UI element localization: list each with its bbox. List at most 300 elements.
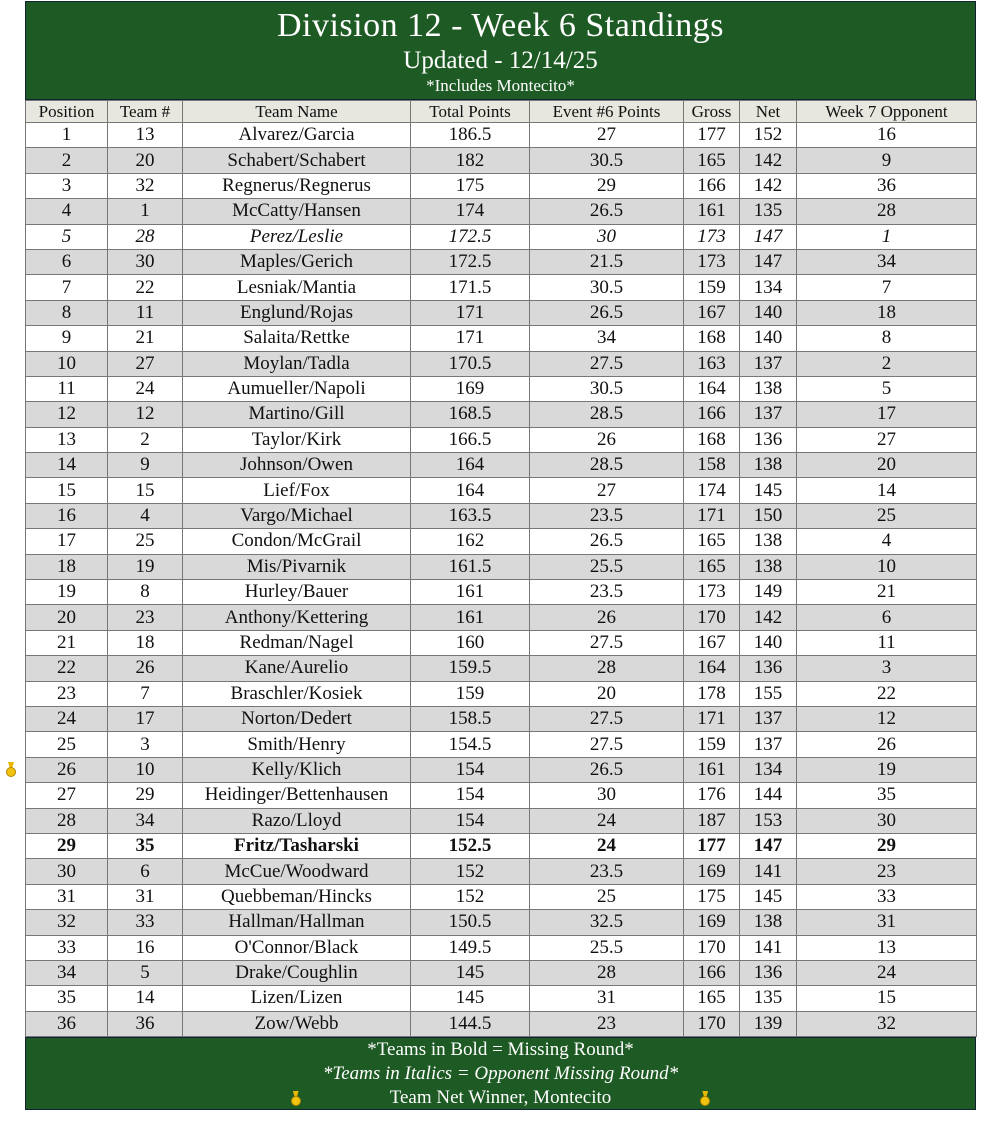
col-gross: Gross	[684, 101, 740, 123]
event-points-cell: 25.5	[530, 935, 684, 960]
event-points-cell: 28	[530, 656, 684, 681]
event-points-cell: 30.5	[530, 148, 684, 173]
net-cell: 153	[740, 808, 797, 833]
table-row	[26, 503, 977, 528]
team-number-cell: 21	[108, 326, 183, 351]
opponent-cell: 13	[797, 935, 977, 960]
total-points-cell: 161	[411, 605, 530, 630]
opponent-cell: 2	[797, 351, 977, 376]
col-net: Net	[740, 101, 797, 123]
team-name-cell: Norton/Dedert	[183, 706, 411, 731]
total-points-cell: 169	[411, 376, 530, 401]
position-cell: 8	[26, 300, 108, 325]
col-event-points: Event #6 Points	[530, 101, 684, 123]
event-points-cell: 23.5	[530, 859, 684, 884]
team-name-cell: McCatty/Hansen	[183, 199, 411, 224]
gross-cell: 173	[684, 224, 740, 249]
net-cell: 141	[740, 859, 797, 884]
gross-cell: 161	[684, 757, 740, 782]
position-cell: 34	[26, 960, 108, 985]
gross-cell: 177	[684, 123, 740, 148]
table-row	[26, 123, 977, 148]
position-cell: 3	[26, 173, 108, 198]
event-points-cell: 31	[530, 986, 684, 1011]
team-number-cell: 35	[108, 833, 183, 858]
table-row	[26, 859, 977, 884]
team-number-cell: 25	[108, 529, 183, 554]
col-position: Position	[26, 101, 108, 123]
position-cell: 1	[26, 123, 108, 148]
opponent-cell: 14	[797, 478, 977, 503]
table-row	[26, 376, 977, 401]
total-points-cell: 150.5	[411, 910, 530, 935]
team-number-cell: 27	[108, 351, 183, 376]
position-cell: 15	[26, 478, 108, 503]
position-cell: 25	[26, 732, 108, 757]
team-number-cell: 11	[108, 300, 183, 325]
col-team-name: Team Name	[183, 101, 411, 123]
gross-cell: 166	[684, 173, 740, 198]
event-points-cell: 27	[530, 478, 684, 503]
table-row	[26, 630, 977, 655]
table-row	[26, 808, 977, 833]
net-cell: 149	[740, 580, 797, 605]
net-cell: 145	[740, 478, 797, 503]
position-cell: 36	[26, 1011, 108, 1036]
table-row	[26, 884, 977, 909]
event-points-cell: 32.5	[530, 910, 684, 935]
table-row	[26, 656, 977, 681]
opponent-cell: 35	[797, 783, 977, 808]
event-points-cell: 20	[530, 681, 684, 706]
net-cell: 138	[740, 453, 797, 478]
team-name-cell: Lief/Fox	[183, 478, 411, 503]
position-cell: 32	[26, 910, 108, 935]
event-points-cell: 26.5	[530, 300, 684, 325]
net-cell: 155	[740, 681, 797, 706]
net-cell: 134	[740, 757, 797, 782]
event-points-cell: 30	[530, 224, 684, 249]
position-cell: 31	[26, 884, 108, 909]
opponent-cell: 6	[797, 605, 977, 630]
gross-cell: 163	[684, 351, 740, 376]
net-cell: 140	[740, 300, 797, 325]
team-name-cell: Zow/Webb	[183, 1011, 411, 1036]
gross-cell: 165	[684, 529, 740, 554]
opponent-cell: 29	[797, 833, 977, 858]
total-points-cell: 159	[411, 681, 530, 706]
team-name-cell: Lizen/Lizen	[183, 986, 411, 1011]
total-points-cell: 152	[411, 859, 530, 884]
opponent-cell: 19	[797, 757, 977, 782]
team-name-cell: Perez/Leslie	[183, 224, 411, 249]
net-cell: 136	[740, 960, 797, 985]
event-points-cell: 27.5	[530, 630, 684, 655]
table-row	[26, 173, 977, 198]
total-points-cell: 164	[411, 453, 530, 478]
team-name-cell: Schabert/Schabert	[183, 148, 411, 173]
position-cell: 29	[26, 833, 108, 858]
gross-cell: 158	[684, 453, 740, 478]
team-name-cell: Quebbeman/Hincks	[183, 884, 411, 909]
team-name-cell: O'Connor/Black	[183, 935, 411, 960]
table-row	[26, 757, 977, 782]
team-number-cell: 5	[108, 960, 183, 985]
position-cell: 35	[26, 986, 108, 1011]
team-number-cell: 18	[108, 630, 183, 655]
total-points-cell: 186.5	[411, 123, 530, 148]
event-points-cell: 26	[530, 605, 684, 630]
opponent-cell: 33	[797, 884, 977, 909]
net-cell: 140	[740, 630, 797, 655]
gross-cell: 165	[684, 148, 740, 173]
team-number-cell: 7	[108, 681, 183, 706]
position-cell: 23	[26, 681, 108, 706]
net-cell: 138	[740, 529, 797, 554]
team-number-cell: 16	[108, 935, 183, 960]
position-cell: 4	[26, 199, 108, 224]
table-row	[26, 554, 977, 579]
gross-cell: 159	[684, 275, 740, 300]
table-row	[26, 249, 977, 274]
gross-cell: 167	[684, 630, 740, 655]
net-cell: 150	[740, 503, 797, 528]
net-cell: 137	[740, 402, 797, 427]
team-name-cell: Taylor/Kirk	[183, 427, 411, 452]
table-row	[26, 605, 977, 630]
team-number-cell: 2	[108, 427, 183, 452]
opponent-cell: 31	[797, 910, 977, 935]
team-number-cell: 8	[108, 580, 183, 605]
position-cell: 14	[26, 453, 108, 478]
team-name-cell: Johnson/Owen	[183, 453, 411, 478]
event-points-cell: 26	[530, 427, 684, 452]
italic-legend: *Teams in Italics = Opponent Missing Round*	[322, 1063, 679, 1085]
net-cell: 144	[740, 783, 797, 808]
table-row	[26, 351, 977, 376]
net-cell: 141	[740, 935, 797, 960]
page-title: Division 12 - Week 6 Standings	[276, 7, 724, 44]
team-number-cell: 15	[108, 478, 183, 503]
team-name-cell: Anthony/Kettering	[183, 605, 411, 630]
team-number-cell: 10	[108, 757, 183, 782]
net-cell: 136	[740, 427, 797, 452]
total-points-cell: 172.5	[411, 249, 530, 274]
net-cell: 140	[740, 326, 797, 351]
team-number-cell: 4	[108, 503, 183, 528]
team-name-cell: Redman/Nagel	[183, 630, 411, 655]
gross-cell: 165	[684, 554, 740, 579]
total-points-cell: 171	[411, 326, 530, 351]
table-row	[26, 783, 977, 808]
total-points-cell: 159.5	[411, 656, 530, 681]
opponent-cell: 24	[797, 960, 977, 985]
team-number-cell: 33	[108, 910, 183, 935]
net-cell: 135	[740, 986, 797, 1011]
col-total-points: Total Points	[411, 101, 530, 123]
event-points-cell: 25	[530, 884, 684, 909]
event-points-cell: 28	[530, 960, 684, 985]
team-number-cell: 19	[108, 554, 183, 579]
event-points-cell: 23	[530, 1011, 684, 1036]
total-points-cell: 182	[411, 148, 530, 173]
team-number-cell: 9	[108, 453, 183, 478]
total-points-cell: 171.5	[411, 275, 530, 300]
opponent-cell: 27	[797, 427, 977, 452]
position-cell: 27	[26, 783, 108, 808]
gross-cell: 178	[684, 681, 740, 706]
winner-legend	[26, 1086, 975, 1110]
event-points-cell: 30.5	[530, 376, 684, 401]
net-cell: 138	[740, 554, 797, 579]
team-number-cell: 13	[108, 123, 183, 148]
team-name-cell: Lesniak/Mantia	[183, 275, 411, 300]
gross-cell: 175	[684, 884, 740, 909]
team-name-cell: Razo/Lloyd	[183, 808, 411, 833]
event-points-cell: 27	[530, 123, 684, 148]
total-points-cell: 166.5	[411, 427, 530, 452]
opponent-cell: 30	[797, 808, 977, 833]
medal-icon	[291, 1091, 301, 1107]
table-row	[26, 453, 977, 478]
event-points-cell: 24	[530, 808, 684, 833]
opponent-cell: 22	[797, 681, 977, 706]
team-name-cell: Englund/Rojas	[183, 300, 411, 325]
position-cell: 28	[26, 808, 108, 833]
gross-cell: 171	[684, 706, 740, 731]
table-row	[26, 402, 977, 427]
total-points-cell: 154.5	[411, 732, 530, 757]
event-points-cell: 21.5	[530, 249, 684, 274]
gross-cell: 169	[684, 910, 740, 935]
total-points-cell: 149.5	[411, 935, 530, 960]
standings-sheet	[25, 1, 976, 1110]
team-number-cell: 12	[108, 402, 183, 427]
net-cell: 137	[740, 351, 797, 376]
team-number-cell: 34	[108, 808, 183, 833]
position-cell: 7	[26, 275, 108, 300]
team-number-cell: 3	[108, 732, 183, 757]
team-name-cell: Heidinger/Bettenhausen	[183, 783, 411, 808]
team-name-cell: Vargo/Michael	[183, 503, 411, 528]
team-name-cell: Moylan/Tadla	[183, 351, 411, 376]
gross-cell: 171	[684, 503, 740, 528]
includes-note: *Includes Montecito*	[426, 76, 575, 95]
event-points-cell: 29	[530, 173, 684, 198]
standings-table	[25, 100, 977, 1037]
position-cell: 17	[26, 529, 108, 554]
gross-cell: 165	[684, 986, 740, 1011]
table-row	[26, 935, 977, 960]
table-row	[26, 706, 977, 731]
total-points-cell: 164	[411, 478, 530, 503]
total-points-cell: 175	[411, 173, 530, 198]
total-points-cell: 171	[411, 300, 530, 325]
team-number-cell: 28	[108, 224, 183, 249]
gross-cell: 168	[684, 326, 740, 351]
event-points-cell: 26.5	[530, 529, 684, 554]
position-cell: 5	[26, 224, 108, 249]
team-number-cell: 31	[108, 884, 183, 909]
gross-cell: 174	[684, 478, 740, 503]
table-row	[26, 681, 977, 706]
total-points-cell: 152.5	[411, 833, 530, 858]
gross-cell: 173	[684, 249, 740, 274]
opponent-cell: 4	[797, 529, 977, 554]
opponent-cell: 5	[797, 376, 977, 401]
table-row	[26, 275, 977, 300]
net-cell: 142	[740, 605, 797, 630]
opponent-cell: 32	[797, 1011, 977, 1036]
gross-cell: 159	[684, 732, 740, 757]
total-points-cell: 144.5	[411, 1011, 530, 1036]
opponent-cell: 16	[797, 123, 977, 148]
gross-cell: 170	[684, 1011, 740, 1036]
table-row	[26, 960, 977, 985]
table-row	[26, 529, 977, 554]
position-cell: 19	[26, 580, 108, 605]
position-cell: 21	[26, 630, 108, 655]
net-cell: 152	[740, 123, 797, 148]
team-name-cell: Maples/Gerich	[183, 249, 411, 274]
opponent-cell: 20	[797, 453, 977, 478]
team-name-cell: Alvarez/Garcia	[183, 123, 411, 148]
event-points-cell: 28.5	[530, 453, 684, 478]
team-name-cell: Kane/Aurelio	[183, 656, 411, 681]
opponent-cell: 28	[797, 199, 977, 224]
event-points-cell: 27.5	[530, 351, 684, 376]
team-name-cell: Fritz/Tasharski	[183, 833, 411, 858]
team-number-cell: 14	[108, 986, 183, 1011]
position-cell: 18	[26, 554, 108, 579]
team-number-cell: 17	[108, 706, 183, 731]
opponent-cell: 17	[797, 402, 977, 427]
position-cell: 20	[26, 605, 108, 630]
team-number-cell: 22	[108, 275, 183, 300]
position-cell: 16	[26, 503, 108, 528]
net-cell: 139	[740, 1011, 797, 1036]
table-row	[26, 224, 977, 249]
updated-date: Updated - 12/14/25	[403, 47, 598, 74]
team-name-cell: Smith/Henry	[183, 732, 411, 757]
total-points-cell: 172.5	[411, 224, 530, 249]
total-points-cell: 145	[411, 986, 530, 1011]
gross-cell: 170	[684, 605, 740, 630]
legend-footer	[25, 1037, 976, 1110]
table-row	[26, 478, 977, 503]
position-cell: 30	[26, 859, 108, 884]
total-points-cell: 154	[411, 808, 530, 833]
event-points-cell: 24	[530, 833, 684, 858]
event-points-cell: 26.5	[530, 199, 684, 224]
team-name-cell: Condon/McGrail	[183, 529, 411, 554]
total-points-cell: 158.5	[411, 706, 530, 731]
net-cell: 147	[740, 224, 797, 249]
event-points-cell: 27.5	[530, 732, 684, 757]
team-name-cell: Aumueller/Napoli	[183, 376, 411, 401]
team-name-cell: Drake/Coughlin	[183, 960, 411, 985]
team-number-cell: 20	[108, 148, 183, 173]
opponent-cell: 26	[797, 732, 977, 757]
position-cell: 33	[26, 935, 108, 960]
team-number-cell: 36	[108, 1011, 183, 1036]
net-cell: 138	[740, 376, 797, 401]
total-points-cell: 174	[411, 199, 530, 224]
position-cell: 13	[26, 427, 108, 452]
position-cell: 2	[26, 148, 108, 173]
total-points-cell: 163.5	[411, 503, 530, 528]
net-cell: 137	[740, 706, 797, 731]
opponent-cell: 8	[797, 326, 977, 351]
opponent-cell: 11	[797, 630, 977, 655]
team-number-cell: 23	[108, 605, 183, 630]
event-points-cell: 25.5	[530, 554, 684, 579]
event-points-cell: 23.5	[530, 580, 684, 605]
position-cell: 12	[26, 402, 108, 427]
position-cell: 10	[26, 351, 108, 376]
net-cell: 137	[740, 732, 797, 757]
team-name-cell: Hallman/Hallman	[183, 910, 411, 935]
header-banner	[25, 1, 976, 100]
gross-cell: 170	[684, 935, 740, 960]
col-opponent: Week 7 Opponent	[797, 101, 977, 123]
opponent-cell: 34	[797, 249, 977, 274]
net-cell: 145	[740, 884, 797, 909]
gross-cell: 164	[684, 376, 740, 401]
position-cell: 9	[26, 326, 108, 351]
opponent-cell: 9	[797, 148, 977, 173]
gross-cell: 177	[684, 833, 740, 858]
gross-cell: 167	[684, 300, 740, 325]
opponent-cell: 10	[797, 554, 977, 579]
total-points-cell: 154	[411, 783, 530, 808]
opponent-cell: 12	[797, 706, 977, 731]
team-number-cell: 6	[108, 859, 183, 884]
opponent-cell: 7	[797, 275, 977, 300]
team-name-cell: Regnerus/Regnerus	[183, 173, 411, 198]
table-row	[26, 427, 977, 452]
total-points-cell: 145	[411, 960, 530, 985]
team-name-cell: Kelly/Klich	[183, 757, 411, 782]
opponent-cell: 21	[797, 580, 977, 605]
net-cell: 135	[740, 199, 797, 224]
table-row	[26, 580, 977, 605]
net-cell: 147	[740, 249, 797, 274]
event-points-cell: 30.5	[530, 275, 684, 300]
gross-cell: 187	[684, 808, 740, 833]
team-number-cell: 32	[108, 173, 183, 198]
gross-cell: 168	[684, 427, 740, 452]
gross-cell: 164	[684, 656, 740, 681]
table-row	[26, 326, 977, 351]
total-points-cell: 170.5	[411, 351, 530, 376]
position-cell: 6	[26, 249, 108, 274]
team-number-cell: 29	[108, 783, 183, 808]
event-points-cell: 28.5	[530, 402, 684, 427]
gross-cell: 169	[684, 859, 740, 884]
gross-cell: 166	[684, 402, 740, 427]
medal-icon	[6, 762, 16, 778]
position-cell: 24	[26, 706, 108, 731]
table-row	[26, 986, 977, 1011]
column-header-row	[26, 101, 977, 123]
team-name-cell: Braschler/Kosiek	[183, 681, 411, 706]
table-row	[26, 199, 977, 224]
bold-legend: *Teams in Bold = Missing Round*	[367, 1039, 634, 1061]
total-points-cell: 152	[411, 884, 530, 909]
net-cell: 134	[740, 275, 797, 300]
table-row	[26, 300, 977, 325]
